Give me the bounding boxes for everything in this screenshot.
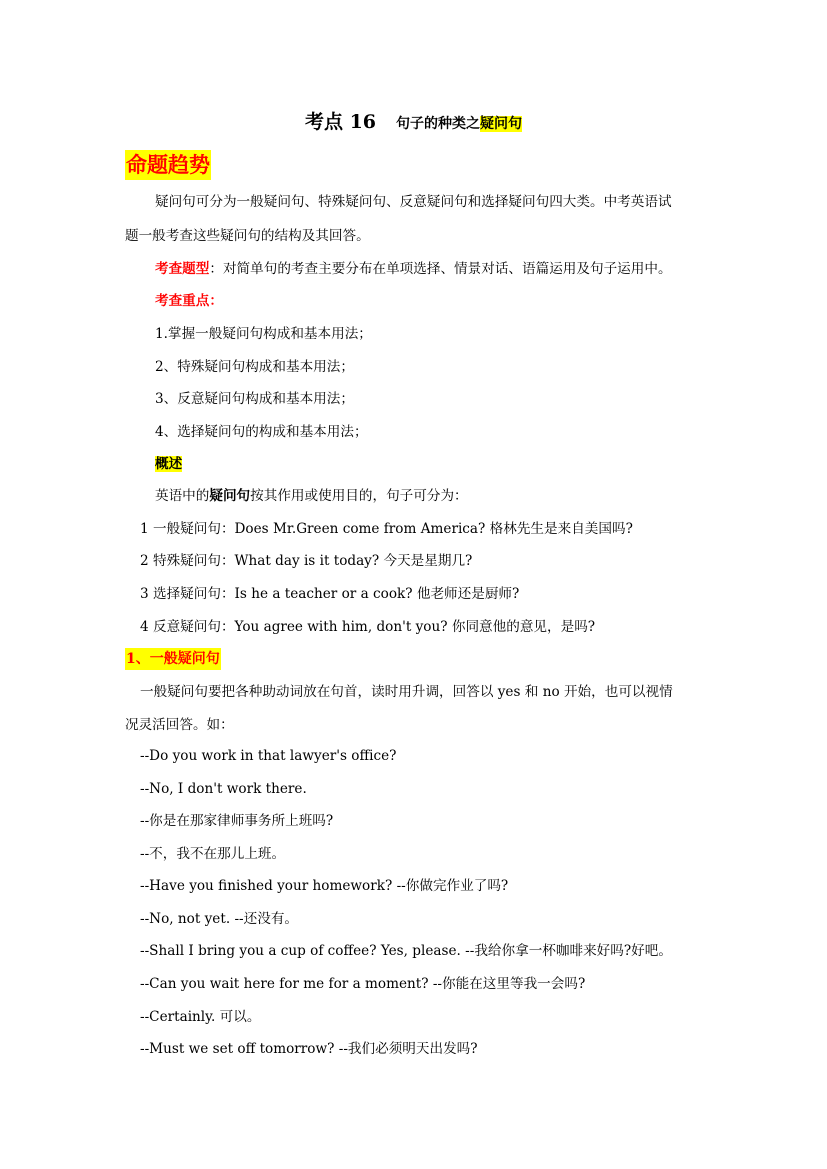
title-highlight: 疑问句 [480,116,523,132]
overview-intro-bold: 疑问句 [209,488,251,504]
trend-heading: 命题趋势 [125,150,211,180]
section-1-intro-line-2: 况灵活回答。如： [125,717,234,733]
exam-focus-line [155,291,223,311]
example-line: --Can you wait here for me for a moment? --你能在这里等我一会吗? [140,976,586,992]
example-line: --Certainly. 可以。 [140,1009,261,1025]
intro-line-2: 题一般考查这些疑问句的结构及其回答。 [125,228,370,244]
example-line: --No, not yet. --还没有。 [140,911,299,927]
section-1-heading: 1、一般疑问句 [125,648,221,670]
title-number: 考点 16 [304,111,377,133]
focus-item: 2、特殊疑问句构成和基本用法； [155,359,354,375]
focus-item: 3、反意疑问句构成和基本用法； [155,391,354,407]
overview-intro-pre: 英语中的 [155,488,210,504]
exam-type-line [155,259,672,279]
exam-type-label: 考查题型 [155,261,210,277]
example-line: --Must we set off tomorrow? --我们必须明天出发吗? [140,1041,478,1057]
question-type-item: 4 反意疑问句：You agree with him, don't you? 你同意他的意见，是吗? [140,619,596,635]
overview-label-line [155,454,182,474]
question-type-item: 3 选择疑问句：Is he a teacher or a cook? 他老师还是厨师? [140,586,520,602]
exam-focus-label: 考查重点 [155,293,210,309]
exam-focus-colon: ： [209,293,223,309]
example-line: --No, I don't work there. [140,781,307,797]
intro-line-1: 疑问句可分为一般疑问句、特殊疑问句、反意疑问句和选择疑问句四大类。中考英语试 [155,194,672,210]
document-title [0,110,827,136]
question-type-item: 1 一般疑问句：Does Mr.Green come from America? 格林先生是来自美国吗? [140,521,633,537]
focus-item: 4、选择疑问句的构成和基本用法； [155,424,368,440]
section-1-intro-line-1: 一般疑问句要把各种助动词放在句首，读时用升调，回答以 yes 和 no 开始，也可以视情 [140,684,673,700]
overview-intro [155,486,468,506]
title-text: 句子的种类之 [396,116,481,132]
example-line: --Do you work in that lawyer's office? [140,748,397,764]
question-type-item: 2 特殊疑问句：What day is it today? 今天是星期几? [140,553,473,569]
example-line: --Have you finished your homework? --你做完作业了吗? [140,878,509,894]
focus-item: 1.掌握一般疑问句构成和基本用法； [155,326,372,342]
overview-intro-post: 按其作用或使用目的，句子可分为： [250,488,468,504]
example-line: --你是在那家律师事务所上班吗? [140,813,334,829]
example-line: --不，我不在那儿上班。 [140,846,286,862]
exam-type-colon: ： [209,261,223,277]
example-line: --Shall I bring you a cup of coffee? Yes, please. --我给你拿一杯咖啡来好吗?好吧。 [140,943,672,959]
overview-label: 概述 [155,456,183,472]
exam-type-text: 对简单句的考查主要分布在单项选择、情景对话、语篇运用及句子运用中。 [222,261,672,277]
